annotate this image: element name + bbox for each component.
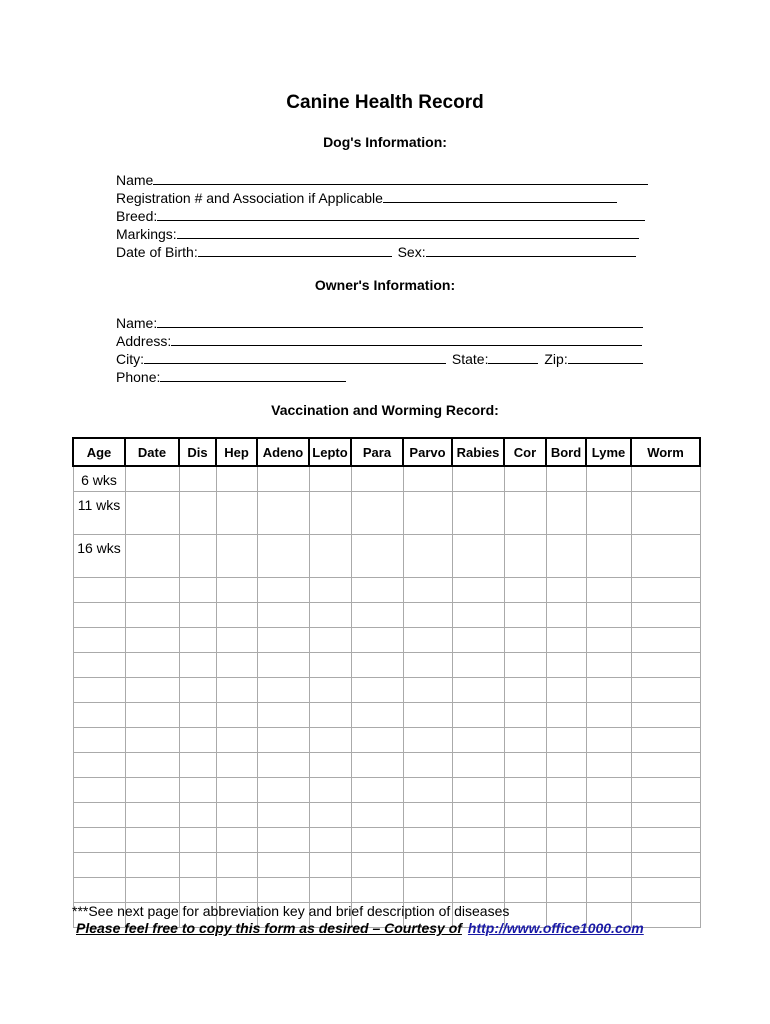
dog-name-label: Name	[116, 172, 154, 188]
record-cell[interactable]	[179, 777, 216, 802]
column-header: Cor	[504, 438, 546, 466]
record-cell[interactable]	[125, 652, 179, 677]
table-row	[73, 827, 700, 852]
table-row	[73, 677, 700, 702]
table-row	[73, 534, 700, 577]
record-cell[interactable]	[546, 752, 586, 777]
record-cell[interactable]	[179, 534, 216, 577]
record-cell[interactable]	[504, 466, 546, 491]
record-cell[interactable]	[257, 466, 309, 491]
table-row	[73, 577, 700, 602]
record-cell[interactable]	[216, 577, 257, 602]
record-cell[interactable]	[257, 491, 309, 534]
record-cell[interactable]	[125, 534, 179, 577]
record-cell[interactable]	[631, 652, 700, 677]
owner-info-heading: Owner's Information:	[314, 277, 456, 293]
record-cell[interactable]	[631, 602, 700, 627]
record-cell[interactable]	[546, 727, 586, 752]
record-cell[interactable]	[403, 777, 452, 802]
record-cell[interactable]	[257, 777, 309, 802]
record-cell[interactable]	[257, 652, 309, 677]
record-cell[interactable]	[403, 466, 452, 491]
phone-blank[interactable]	[160, 367, 346, 382]
record-cell[interactable]	[309, 727, 351, 752]
record-cell[interactable]	[403, 802, 452, 827]
table-header-row	[73, 438, 700, 466]
registration-label: Registration # and Association if Applicable	[116, 190, 383, 206]
record-cell[interactable]	[309, 827, 351, 852]
age-cell[interactable]	[73, 727, 125, 752]
record-cell[interactable]	[216, 677, 257, 702]
column-header: Worm	[631, 438, 700, 466]
record-cell[interactable]	[179, 702, 216, 727]
record-cell[interactable]	[257, 802, 309, 827]
record-cell[interactable]	[586, 877, 631, 902]
record-cell[interactable]	[546, 702, 586, 727]
record-cell[interactable]	[351, 466, 403, 491]
record-cell[interactable]	[125, 877, 179, 902]
sex-blank[interactable]	[426, 242, 636, 257]
dog-info-heading: Dog's Information:	[323, 134, 447, 150]
record-cell[interactable]	[631, 852, 700, 877]
record-cell[interactable]	[504, 752, 546, 777]
record-cell[interactable]	[631, 491, 700, 534]
table-row	[73, 877, 700, 902]
record-cell[interactable]	[309, 652, 351, 677]
record-cell[interactable]	[351, 677, 403, 702]
record-cell[interactable]	[546, 852, 586, 877]
owner-name-blank[interactable]	[157, 313, 643, 328]
record-cell[interactable]	[546, 491, 586, 534]
record-cell[interactable]	[216, 852, 257, 877]
record-cell[interactable]	[351, 491, 403, 534]
record-cell[interactable]	[452, 852, 504, 877]
record-cell[interactable]	[309, 877, 351, 902]
record-cell[interactable]	[257, 752, 309, 777]
record-cell[interactable]	[179, 802, 216, 827]
column-header: Dis	[179, 438, 216, 466]
record-cell[interactable]	[546, 652, 586, 677]
phone-field[interactable]	[116, 367, 346, 385]
record-cell[interactable]	[309, 627, 351, 652]
record-cell[interactable]	[216, 752, 257, 777]
city-state-zip-field[interactable]	[116, 349, 643, 367]
table-row	[73, 852, 700, 877]
state-label: State:	[451, 351, 489, 367]
record-cell[interactable]	[351, 627, 403, 652]
city-label: City:	[116, 351, 144, 367]
address-label: Address:	[116, 333, 172, 349]
record-cell[interactable]	[631, 677, 700, 702]
age-cell[interactable]: 16 wks	[73, 534, 125, 577]
record-cell[interactable]	[403, 702, 452, 727]
record-cell[interactable]	[125, 627, 179, 652]
record-cell[interactable]	[504, 577, 546, 602]
record-cell[interactable]	[216, 777, 257, 802]
age-cell[interactable]	[73, 602, 125, 627]
record-cell[interactable]	[631, 466, 700, 491]
record-cell[interactable]	[546, 577, 586, 602]
record-cell[interactable]	[179, 677, 216, 702]
record-cell[interactable]	[403, 627, 452, 652]
record-cell[interactable]	[351, 602, 403, 627]
record-cell[interactable]	[504, 727, 546, 752]
record-body	[73, 466, 700, 927]
owner-name-label: Name:	[116, 315, 158, 331]
record-cell[interactable]	[403, 534, 452, 577]
record-cell[interactable]	[216, 702, 257, 727]
record-cell[interactable]	[309, 852, 351, 877]
table-row	[73, 466, 700, 491]
record-cell[interactable]	[125, 702, 179, 727]
record-cell[interactable]	[586, 627, 631, 652]
vaccination-table	[72, 437, 701, 928]
record-cell[interactable]	[351, 802, 403, 827]
record-cell[interactable]	[631, 727, 700, 752]
record-cell[interactable]	[631, 577, 700, 602]
record-cell[interactable]	[179, 577, 216, 602]
markings-field[interactable]	[116, 224, 639, 242]
record-cell[interactable]	[586, 727, 631, 752]
record-cell[interactable]	[309, 602, 351, 627]
record-cell[interactable]	[179, 627, 216, 652]
record-cell[interactable]	[216, 602, 257, 627]
record-cell[interactable]	[631, 627, 700, 652]
record-cell[interactable]	[403, 727, 452, 752]
phone-label: Phone:	[116, 369, 161, 385]
record-cell[interactable]	[546, 534, 586, 577]
age-cell[interactable]	[73, 577, 125, 602]
record-cell[interactable]	[351, 877, 403, 902]
credit-text: Please feel free to copy this form as desired – Courtesy of	[76, 920, 462, 936]
record-cell[interactable]	[125, 727, 179, 752]
record-cell[interactable]	[257, 877, 309, 902]
record-cell[interactable]	[452, 727, 504, 752]
age-cell[interactable]	[73, 802, 125, 827]
record-cell[interactable]	[504, 852, 546, 877]
record-cell[interactable]	[546, 827, 586, 852]
record-cell[interactable]	[179, 652, 216, 677]
breed-field[interactable]	[116, 206, 645, 224]
record-cell[interactable]	[125, 752, 179, 777]
table-row	[73, 702, 700, 727]
record-cell[interactable]	[403, 652, 452, 677]
record-cell[interactable]	[586, 827, 631, 852]
table-row	[73, 727, 700, 752]
age-cell[interactable]: 11 wks	[73, 491, 125, 534]
record-cell[interactable]	[216, 727, 257, 752]
record-cell[interactable]	[403, 877, 452, 902]
age-cell[interactable]	[73, 852, 125, 877]
record-cell[interactable]	[452, 777, 504, 802]
record-cell[interactable]	[351, 777, 403, 802]
record-cell[interactable]	[504, 602, 546, 627]
address-blank[interactable]	[171, 331, 642, 346]
record-cell[interactable]	[631, 827, 700, 852]
age-cell[interactable]	[73, 627, 125, 652]
record-cell[interactable]	[631, 534, 700, 577]
address-field[interactable]	[116, 331, 642, 349]
markings-label: Markings:	[116, 226, 177, 242]
record-cell[interactable]	[257, 727, 309, 752]
record-cell[interactable]	[351, 827, 403, 852]
record-cell[interactable]	[216, 466, 257, 491]
record-cell[interactable]	[586, 852, 631, 877]
record-cell[interactable]	[403, 602, 452, 627]
record-cell[interactable]	[309, 752, 351, 777]
dog-name-blank[interactable]	[153, 170, 648, 185]
record-cell[interactable]	[586, 677, 631, 702]
record-cell[interactable]	[452, 491, 504, 534]
record-cell[interactable]	[586, 491, 631, 534]
table-row	[73, 602, 700, 627]
record-cell[interactable]	[586, 577, 631, 602]
record-cell[interactable]	[257, 677, 309, 702]
city-blank[interactable]	[144, 349, 446, 364]
record-cell[interactable]	[179, 827, 216, 852]
record-cell[interactable]	[309, 466, 351, 491]
record-cell[interactable]	[504, 677, 546, 702]
record-cell[interactable]	[586, 466, 631, 491]
column-header: Date	[125, 438, 179, 466]
record-cell[interactable]	[504, 802, 546, 827]
table-row	[73, 627, 700, 652]
table-row	[73, 491, 700, 534]
record-cell[interactable]	[179, 466, 216, 491]
record-cell[interactable]	[403, 752, 452, 777]
record-cell[interactable]	[452, 652, 504, 677]
record-cell[interactable]	[546, 777, 586, 802]
record-cell[interactable]	[257, 577, 309, 602]
record-cell[interactable]	[125, 577, 179, 602]
record-cell[interactable]	[504, 827, 546, 852]
zip-blank[interactable]	[568, 349, 643, 364]
record-cell[interactable]	[309, 491, 351, 534]
record-cell[interactable]	[216, 802, 257, 827]
column-header: Lyme	[586, 438, 631, 466]
record-cell[interactable]	[257, 852, 309, 877]
record-cell[interactable]	[452, 577, 504, 602]
record-cell[interactable]	[351, 652, 403, 677]
age-cell[interactable]	[73, 677, 125, 702]
record-cell[interactable]	[586, 802, 631, 827]
record-cell[interactable]	[452, 752, 504, 777]
record-cell[interactable]	[504, 491, 546, 534]
record-cell[interactable]	[546, 602, 586, 627]
breed-blank[interactable]	[157, 206, 645, 221]
column-header: Age	[73, 438, 125, 466]
record-cell[interactable]	[452, 827, 504, 852]
record-cell[interactable]	[257, 534, 309, 577]
record-cell[interactable]	[125, 827, 179, 852]
record-cell[interactable]	[504, 652, 546, 677]
table-row	[73, 802, 700, 827]
record-cell[interactable]	[452, 534, 504, 577]
record-cell[interactable]	[452, 677, 504, 702]
record-cell[interactable]	[309, 577, 351, 602]
record-cell[interactable]	[125, 677, 179, 702]
registration-blank[interactable]	[383, 188, 617, 203]
record-cell[interactable]	[309, 702, 351, 727]
record-cell[interactable]	[179, 852, 216, 877]
table-row	[73, 777, 700, 802]
record-cell[interactable]	[125, 802, 179, 827]
record-cell[interactable]	[125, 491, 179, 534]
record-cell[interactable]	[216, 827, 257, 852]
record-cell[interactable]	[452, 627, 504, 652]
zip-label: Zip:	[544, 351, 568, 367]
record-cell[interactable]	[125, 777, 179, 802]
record-cell[interactable]	[403, 491, 452, 534]
record-cell[interactable]	[351, 534, 403, 577]
record-cell[interactable]	[179, 877, 216, 902]
record-cell[interactable]	[631, 702, 700, 727]
breed-label: Breed:	[116, 208, 158, 224]
record-cell[interactable]	[351, 727, 403, 752]
record-cell[interactable]	[125, 466, 179, 491]
age-cell[interactable]	[73, 702, 125, 727]
column-header: Lepto	[309, 438, 351, 466]
record-cell[interactable]	[216, 627, 257, 652]
age-cell[interactable]: 6 wks	[73, 466, 125, 491]
sex-label: Sex:	[397, 244, 426, 260]
record-cell[interactable]	[452, 466, 504, 491]
record-cell[interactable]	[452, 802, 504, 827]
vaccination-heading: Vaccination and Worming Record:	[271, 402, 499, 418]
record-cell[interactable]	[403, 827, 452, 852]
column-header: Hep	[216, 438, 257, 466]
credit-link[interactable]: http://www.office1000.com	[467, 920, 644, 936]
record-cell[interactable]	[216, 491, 257, 534]
record-cell[interactable]	[125, 602, 179, 627]
record-cell[interactable]	[631, 802, 700, 827]
column-header: Para	[351, 438, 403, 466]
record-cell[interactable]	[586, 534, 631, 577]
record-cell[interactable]	[179, 491, 216, 534]
record-cell[interactable]	[309, 534, 351, 577]
record-cell[interactable]	[504, 877, 546, 902]
age-cell[interactable]	[73, 877, 125, 902]
record-cell[interactable]	[179, 752, 216, 777]
record-cell[interactable]	[504, 534, 546, 577]
owner-name-field[interactable]	[116, 313, 643, 331]
record-cell[interactable]	[216, 534, 257, 577]
record-cell[interactable]	[403, 852, 452, 877]
registration-field[interactable]	[116, 188, 617, 206]
record-cell[interactable]	[452, 702, 504, 727]
record-cell[interactable]	[631, 877, 700, 902]
record-cell[interactable]	[631, 777, 700, 802]
record-cell[interactable]	[452, 602, 504, 627]
dob-sex-field[interactable]	[116, 242, 636, 260]
record-cell[interactable]	[179, 727, 216, 752]
page-title: Canine Health Record	[286, 92, 484, 113]
markings-blank[interactable]	[177, 224, 639, 239]
dog-name-field[interactable]	[116, 170, 648, 188]
record-cell[interactable]	[257, 827, 309, 852]
record-cell[interactable]	[504, 627, 546, 652]
state-blank[interactable]	[488, 349, 538, 364]
record-cell[interactable]	[403, 677, 452, 702]
record-cell[interactable]	[179, 602, 216, 627]
record-cell[interactable]	[546, 627, 586, 652]
record-cell[interactable]	[452, 877, 504, 902]
column-header: Rabies	[452, 438, 504, 466]
record-cell[interactable]	[504, 777, 546, 802]
record-cell[interactable]	[586, 777, 631, 802]
record-cell[interactable]	[403, 577, 452, 602]
record-cell[interactable]	[351, 852, 403, 877]
record-cell[interactable]	[546, 877, 586, 902]
table-row	[73, 752, 700, 777]
age-cell[interactable]	[73, 827, 125, 852]
age-cell[interactable]	[73, 652, 125, 677]
record-cell[interactable]	[586, 752, 631, 777]
record-cell[interactable]	[351, 752, 403, 777]
age-cell[interactable]	[73, 777, 125, 802]
record-cell[interactable]	[351, 702, 403, 727]
credit-line	[76, 920, 644, 936]
record-cell[interactable]	[257, 627, 309, 652]
record-cell[interactable]	[257, 702, 309, 727]
record-cell[interactable]	[257, 602, 309, 627]
footnote: ***See next page for abbreviation key and brief description of diseases	[72, 903, 510, 919]
age-cell[interactable]	[73, 752, 125, 777]
record-cell[interactable]	[309, 677, 351, 702]
record-cell[interactable]	[586, 652, 631, 677]
table-row	[73, 652, 700, 677]
record-cell[interactable]	[309, 777, 351, 802]
record-cell[interactable]	[586, 702, 631, 727]
column-header: Bord	[546, 438, 586, 466]
record-cell[interactable]	[586, 602, 631, 627]
record-cell[interactable]	[351, 577, 403, 602]
record-cell[interactable]	[309, 802, 351, 827]
dob-label: Date of Birth:	[116, 244, 198, 260]
record-cell[interactable]	[504, 702, 546, 727]
record-cell[interactable]	[546, 466, 586, 491]
record-cell[interactable]	[546, 677, 586, 702]
record-cell[interactable]	[546, 802, 586, 827]
record-cell[interactable]	[216, 652, 257, 677]
dob-blank[interactable]	[198, 242, 392, 257]
record-cell[interactable]	[125, 852, 179, 877]
column-header: Adeno	[257, 438, 309, 466]
column-header: Parvo	[403, 438, 452, 466]
record-cell[interactable]	[631, 752, 700, 777]
record-cell[interactable]	[216, 877, 257, 902]
